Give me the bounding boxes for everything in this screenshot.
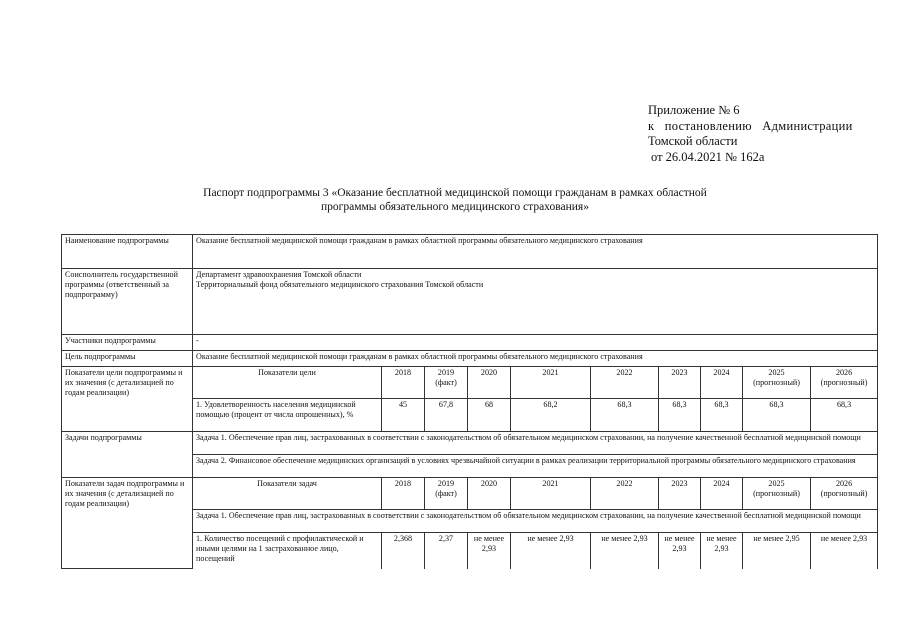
year-header: 2026 (прогнозный) [811,367,878,399]
year-header: 2021 [511,478,591,510]
task-indicator-value: 2,368 [382,533,425,569]
year-header: 2023 [659,478,701,510]
goal-indicator-value: 68,3 [701,399,743,432]
task-2 [193,455,878,478]
goal-indicators-header: Показатели цели [193,367,382,399]
task-indicator-value: 2,37 [425,533,468,569]
goal-indicator-value: 68,3 [659,399,701,432]
goal-indicator-value: 68,3 [743,399,811,432]
coexecutor-value [193,269,878,335]
task-2-text: Задача 2. Финансовое обеспечение медицинских организаций в условиях чрезвычайной ситуации в рамках реализации территориальной программы обязательного медицинского страхования [196,456,856,465]
year-header: 2022 [591,367,659,399]
coexecutor-line-1: Департамент здравоохранения Томской области [196,270,362,279]
year-header: 2025 (прогнозный) [743,478,811,510]
task-indicators-label: Показатели задач подпрограммы и их значения (с детализацией по годам реализации) [62,478,193,569]
year-header: 2022 [591,478,659,510]
tasks-label: Задачи подпрограммы [62,432,193,478]
goal-indicator-value: 68 [468,399,511,432]
task-1-text: Задача 1. Обеспечение прав лиц, застрахованных в соответствии с законодательством об обязательном медицинском страховании, на получение качественной бесплатной медицинской помощи [196,433,861,442]
task-indicator-value: не менее 2,93 [659,533,701,569]
year-header: 2018 [382,478,425,510]
goal-indicator-name-text: 1. Удовлетворенность населения медицинской помощью (процент от числа опрошенных), % [196,400,356,419]
document-title [160,186,750,214]
year-header: 2019 (факт) [425,478,468,510]
task-indicator-value: не менее 2,93 [591,533,659,569]
year-header: 2024 [701,367,743,399]
goal-indicator-value: 68,3 [811,399,878,432]
task-indicators-task-1-text: Задача 1. Обеспечение прав лиц, застрахованных в соответствии с законодательством об обязательном медицинском страховании, на получение качественной бесплатной медицинской помощи [196,511,861,520]
coexecutor-line-2: Территориальный фонд обязательного медицинского страхования Томской области [196,280,484,289]
participants-label: Участники подпрограммы [62,335,193,351]
row-task-1 [62,432,878,455]
appendix-decree: к постановлению Администрации [648,118,853,133]
goal-indicator-name [193,399,382,432]
task-1 [193,432,878,455]
task-indicator-name [193,533,382,569]
goal-indicator-value: 67,8 [425,399,468,432]
task-indicator-value: не менее 2,93 [468,533,511,569]
goal-value: Оказание бесплатной медицинской помощи гражданам в рамках областной программы обязательного медицинского страхования [193,351,878,367]
task-indicators-header: Показатели задач [193,478,382,510]
year-header: 2024 [701,478,743,510]
row-name [62,235,878,269]
row-participants [62,335,878,351]
goal-label: Цель подпрограммы [62,351,193,367]
goal-indicator-value: 68,2 [511,399,591,432]
document-title-line-2: программы обязательного медицинского страхования» [321,201,589,213]
participants-value: - [193,335,878,351]
appendix-region: Томской области [648,134,738,148]
year-header: 2019 (факт) [425,367,468,399]
year-header: 2026 (прогнозный) [811,478,878,510]
goal-indicator-value: 68,3 [591,399,659,432]
appendix-block [648,103,853,165]
name-value: Оказание бесплатной медицинской помощи гражданам в рамках областной программы обязательного медицинского страхования [193,235,878,269]
year-header: 2021 [511,367,591,399]
task-indicator-value: не менее 2,93 [511,533,591,569]
appendix-number: Приложение № 6 [648,103,740,117]
coexecutor-label: Соисполнитель государственной программы (ответственный за подпрограмму) [62,269,193,335]
year-header: 2020 [468,367,511,399]
task-indicator-value: не менее 2,95 [743,533,811,569]
passport-table [61,234,878,569]
row-coexecutor [62,269,878,335]
appendix-date: от 26.04.2021 № 162а [651,149,765,164]
row-task-indicators-header [62,478,878,510]
task-indicator-value: не менее 2,93 [701,533,743,569]
name-label: Наименование подпрограммы [62,235,193,269]
year-header: 2020 [468,478,511,510]
task-indicator-name-text: 1. Количество посещений с профилактической и иными целями на 1 застрахованное лицо, посещений [196,534,364,563]
row-goal-indicators-header [62,367,878,399]
goal-indicators-label: Показатели цели подпрограммы и их значения (с детализацией по годам реализации) [62,367,193,432]
document-title-line-1: Паспорт подпрограммы 3 «Оказание бесплатной медицинской помощи гражданам в рамках областной [203,187,707,199]
year-header: 2023 [659,367,701,399]
year-header: 2018 [382,367,425,399]
goal-indicator-value: 45 [382,399,425,432]
task-indicators-task-1 [193,510,878,533]
row-goal [62,351,878,367]
task-indicator-value: не менее 2,93 [811,533,878,569]
year-header: 2025 (прогнозный) [743,367,811,399]
